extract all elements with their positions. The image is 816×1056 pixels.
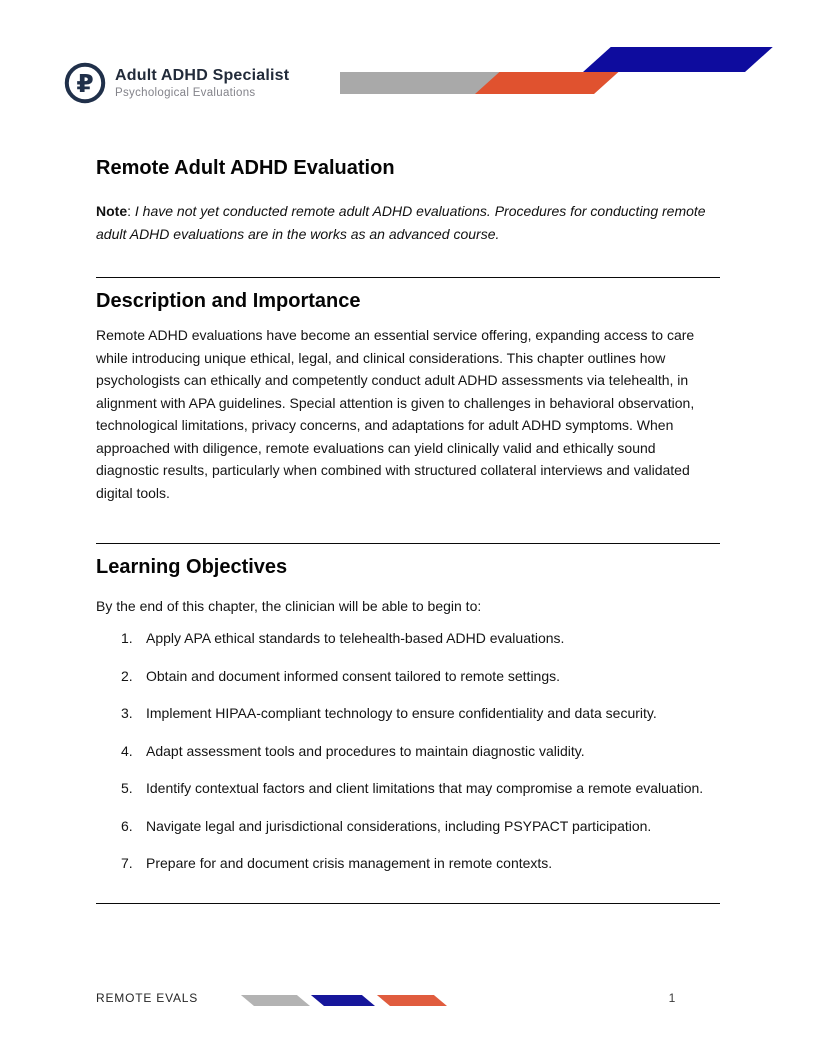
note-label: Note [96, 203, 128, 219]
list-item-text: Apply APA ethical standards to telehealth-based ADHD evaluations. [146, 630, 565, 646]
header-swoosh-orange-bar [475, 72, 618, 94]
section-divider [96, 543, 720, 544]
objectives-intro: By the end of this chapter, the clinician will be able to begin to: [96, 598, 482, 614]
list-item-text: Obtain and document informed consent tailored to remote settings. [146, 667, 561, 684]
list-item [96, 627, 720, 650]
svg-text:₽: ₽ [76, 69, 94, 99]
list-item-number: 1. [121, 630, 133, 646]
page-title: Remote Adult ADHD Evaluation [96, 157, 395, 179]
heading-description-and-importance: Description and Importance [96, 290, 361, 312]
brand-name: Adult ADHD Specialist [115, 67, 290, 84]
list-item-text: Identify contextual factors and client limitations that may compromise a remote evaluation. [146, 780, 704, 796]
list-item-text: Navigate legal and jurisdictional considerations, including PSYPACT participation. [146, 817, 652, 834]
note-separator: : [127, 203, 135, 219]
list-item [96, 665, 720, 688]
list-item-text: Adapt assessment tools and procedures to maintain diagnostic validity. [146, 742, 585, 759]
brand-text-block [115, 67, 289, 99]
list-item-number: 7. [121, 855, 133, 871]
list-item-number: 2. [121, 667, 133, 684]
list-item [96, 777, 720, 800]
header-swoosh-gray-bar [340, 72, 500, 94]
footer-swoosh-gray-bar [241, 995, 310, 1006]
list-item [96, 702, 720, 725]
section-divider [96, 277, 720, 278]
objectives-list [96, 627, 720, 875]
list-item-number: 5. [121, 780, 133, 796]
note-text: I have not yet conducted remote adult ADHD evaluations. Procedures for conducting remote adult ADHD evaluations are in the works as an advanced course. [96, 203, 706, 242]
note-paragraph [96, 200, 720, 246]
list-item [96, 852, 720, 875]
header-swoosh-blue-bar [583, 47, 773, 72]
list-item [96, 740, 720, 763]
list-item-text: Prepare for and document crisis management in remote contexts. [146, 855, 553, 871]
footer-document-label: REMOTE EVALS [96, 991, 199, 1005]
list-item-text: Implement HIPAA-compliant technology to ensure confidentiality and data security. [146, 705, 657, 721]
footer-swoosh-blue-bar [311, 995, 375, 1006]
page-number: 1 [668, 991, 676, 1005]
brand-logo-icon [62, 60, 108, 106]
list-item-number: 4. [121, 742, 133, 759]
list-item [96, 815, 720, 838]
list-item-number: 6. [121, 817, 133, 834]
brand-tagline: Psychological Evaluations [115, 87, 256, 99]
heading-learning-objectives: Learning Objectives [96, 556, 288, 578]
section-divider [96, 903, 720, 904]
brand-logo-group [62, 60, 289, 106]
list-item-number: 3. [121, 705, 133, 721]
description-paragraph: Remote ADHD evaluations have become an essential service offering, expanding access to care while introducing unique ethical, legal, and clinical considerations. This chapter outlines how psychologists can ethically and competently conduct adult ADHD assessments via telehealth, in alignment with APA guidelines. Special attention is given to challenges in behavioral observation, technological limitations, privacy concerns, and adaptations for adult ADHD symptoms. When approached with diligence, remote evaluations can yield clinically valid and ethically sound diagnostic results, particularly when combined with structured collateral interviews and validated digital tools. [96, 327, 695, 501]
footer-swoosh-orange-bar [377, 995, 447, 1006]
